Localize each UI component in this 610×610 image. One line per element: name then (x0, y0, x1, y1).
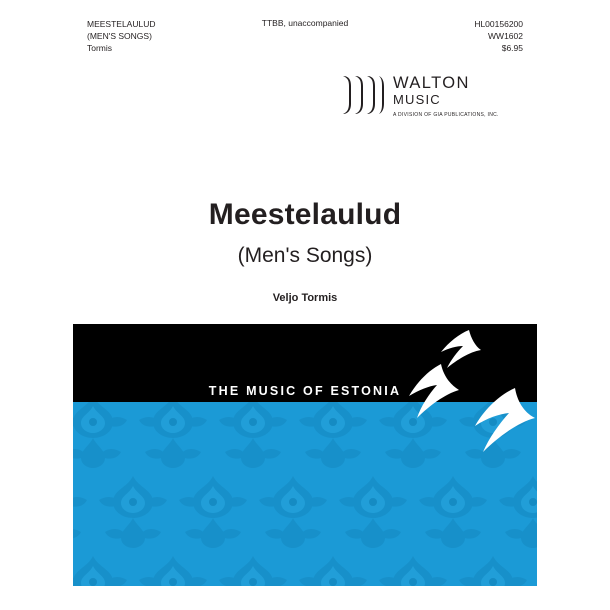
series-band-label: THE MUSIC OF ESTONIA (208, 384, 402, 398)
blue-artwork-panel (73, 402, 537, 586)
header-catalog-number: WW1602 (488, 31, 523, 41)
header-composer: Tormis (87, 43, 113, 53)
sheet-music-cover (73, 8, 537, 586)
header-work-title: MEESTELAULUD (87, 19, 156, 29)
publisher-name-line1: WALTON (393, 74, 470, 92)
composer-name: Veljo Tormis (272, 292, 338, 304)
title-block (73, 198, 537, 304)
publisher-name (393, 74, 517, 107)
header-right-text (474, 18, 523, 54)
page-title: Meestelaulud (208, 198, 402, 231)
walton-w-mark-icon (339, 74, 385, 116)
publisher-logo (333, 72, 523, 128)
floral-damask-pattern-icon (73, 402, 537, 586)
series-band (73, 324, 537, 402)
header-hl-number: HL00156200 (474, 19, 523, 29)
header-price: $6.95 (501, 43, 523, 53)
page-subtitle: (Men's Songs) (237, 244, 373, 267)
cover-header (73, 8, 537, 66)
publisher-name-line2: MUSIC (393, 92, 441, 107)
header-voicing: TTBB, unaccompanied (261, 18, 349, 28)
header-work-subtitle: (MEN'S SONGS) (87, 31, 152, 41)
publisher-imprint: A DIVISION OF GIA PUBLICATIONS, INC. (393, 112, 499, 118)
